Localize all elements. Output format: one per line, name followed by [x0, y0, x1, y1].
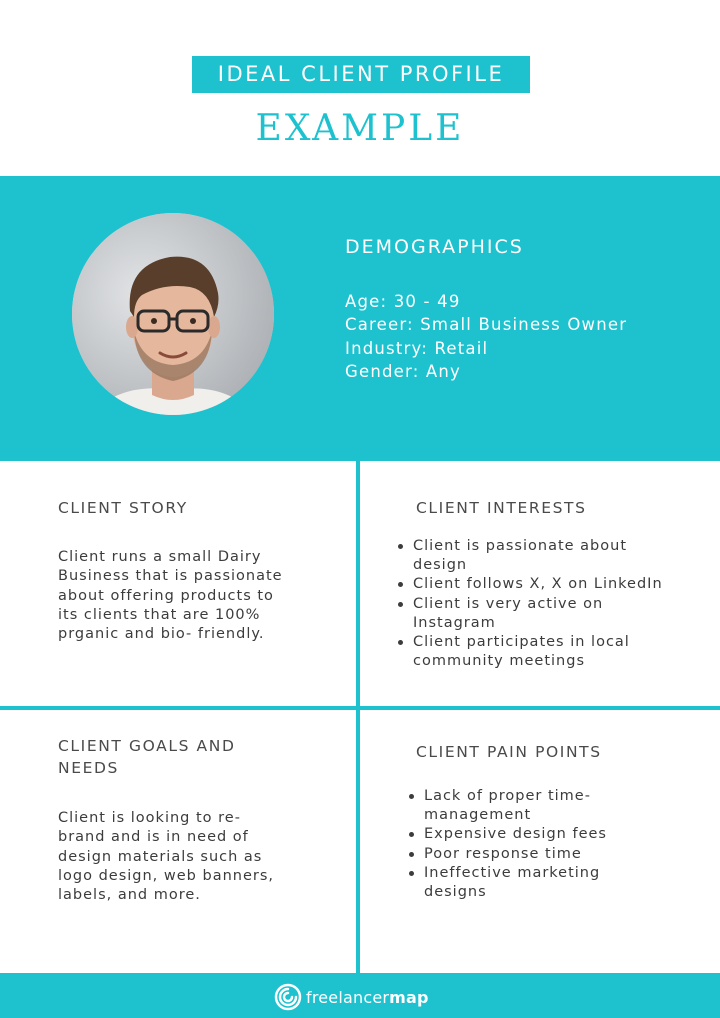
- client-story-line: prganic and bio- friendly.: [58, 626, 265, 643]
- demographics-age: Age: 30 - 49: [345, 292, 461, 311]
- client-goals-line: brand and is in need of: [58, 829, 249, 846]
- freelancermap-logo: [274, 983, 429, 1011]
- client-pain-points-title: CLIENT PAIN POINTS: [416, 743, 602, 761]
- vertical-divider: [356, 461, 360, 973]
- client-pain-points-list: [407, 787, 687, 902]
- client-pain-point-item: Lack of proper time-management: [407, 787, 624, 825]
- client-interest-item: Client is passionate about design: [396, 537, 643, 575]
- profile-title-badge: IDEAL CLIENT PROFILE: [192, 56, 530, 93]
- client-goals-line: design materials such as: [58, 848, 263, 865]
- demographics-industry: Industry: Retail: [345, 338, 489, 358]
- logo-text-bold: map: [389, 987, 429, 1007]
- client-interest-item: Client follows X, X on LinkedIn: [396, 575, 696, 594]
- logo-text-regular: freelancer: [306, 987, 390, 1007]
- client-goals-line: labels, and more.: [58, 887, 201, 904]
- demographics-list: [345, 290, 627, 383]
- client-goals-text: [58, 809, 274, 905]
- demographics-gender: Gender: Any: [345, 361, 462, 381]
- demographics-career: Career: Small Business Owner: [345, 315, 628, 335]
- client-pain-point-item: Ineffective marketing designs: [407, 864, 639, 902]
- client-goals-title-line: NEEDS: [58, 759, 119, 777]
- page-subtitle: EXAMPLE: [255, 108, 465, 149]
- freelancermap-logo-text: [306, 988, 429, 1007]
- client-story-text: [58, 548, 283, 644]
- client-story-line: Client runs a small Dairy: [58, 549, 262, 565]
- client-goals-title: [58, 735, 236, 779]
- client-interests-title: CLIENT INTERESTS: [416, 499, 587, 517]
- client-story-line: about offering products to: [58, 587, 274, 604]
- client-story-line: its clients that are 100%: [58, 606, 261, 623]
- client-goals-line: Client is looking to re-: [58, 810, 241, 826]
- client-story-line: Business that is passionate: [58, 568, 283, 585]
- client-goals-line: logo design, web banners,: [58, 867, 275, 884]
- client-pain-point-item: Poor response time: [407, 845, 687, 864]
- client-goals-title-line: CLIENT GOALS AND: [58, 737, 236, 755]
- person-portrait-icon: [72, 213, 274, 415]
- client-pain-point-item: Expensive design fees: [407, 825, 687, 844]
- demographics-title: DEMOGRAPHICS: [345, 236, 524, 258]
- client-avatar: [72, 213, 274, 415]
- client-story-title: CLIENT STORY: [58, 499, 188, 517]
- client-interest-item: Client is very active on Instagram: [396, 595, 643, 633]
- client-interest-item: Client participates in local community meetings: [396, 633, 658, 671]
- freelancermap-swirl-icon: [274, 983, 302, 1011]
- client-interests-list: [396, 537, 696, 671]
- horizontal-divider: [0, 706, 720, 710]
